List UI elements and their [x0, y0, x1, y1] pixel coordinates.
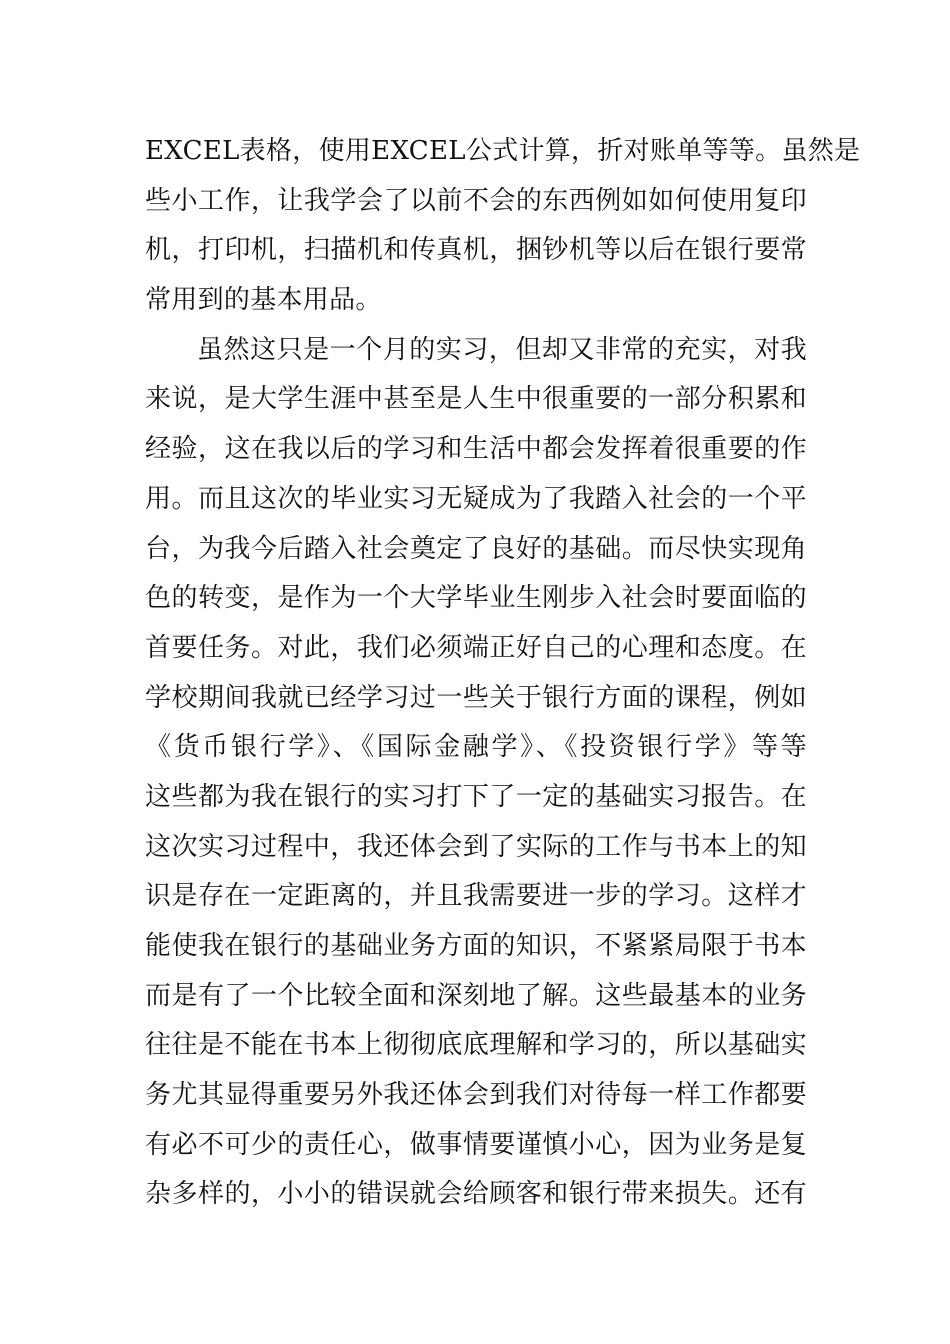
text-line: 学校期间我就已经学习过一些关于银行方面的课程，例如 — [145, 682, 807, 713]
text-line: EXCEL表格，使用EXCEL公式计算，折对账单等等。虽然是 — [145, 136, 861, 166]
text-line: 这些都为我在银行的实习打下了一定的基础实习报告。在 — [145, 781, 807, 812]
text-line: 而是有了一个比较全面和深刻地了解。这些最基本的业务 — [145, 980, 807, 1011]
text-line: 来说，是大学生涯中甚至是人生中很重要的一部分积累和 — [145, 384, 807, 415]
text-line: 机，打印机，扫描机和传真机，捆钞机等以后在银行要常 — [145, 235, 807, 266]
text-line: 识是存在一定距离的，并且我需要进一步的学习。这样才 — [145, 881, 807, 912]
text-line: 能使我在银行的基础业务方面的知识，不紧紧局限于书本 — [145, 931, 807, 961]
text-line: 这次实习过程中，我还体会到了实际的工作与书本上的知 — [145, 831, 807, 862]
text-line: 务尤其显得重要另外我还体会到我们对待每一样工作都要 — [145, 1080, 807, 1111]
paragraph-2 — [145, 326, 807, 1220]
text-line: 杂多样的，小小的错误就会给顾客和银行带来损失。还有 — [145, 1179, 807, 1210]
text-line: 经验，这在我以后的学习和生活中都会发挥着很重要的作 — [145, 434, 807, 465]
document-body — [145, 127, 861, 1220]
text-line: 用。而且这次的毕业实习无疑成为了我踏入社会的一个平 — [145, 483, 807, 514]
text-line: 色的转变，是作为一个大学毕业生刚步入社会时要面临的 — [145, 583, 807, 614]
text-line: 往往是不能在书本上彻彻底底理解和学习的，所以基础实 — [145, 1030, 807, 1061]
text-line: 首要任务。对此，我们必须端正好自己的心理和态度。在 — [145, 632, 807, 663]
text-line: 有必不可少的责任心，做事情要谨慎小心，因为业务是复 — [145, 1129, 807, 1160]
paragraph-1 — [145, 127, 861, 326]
text-line: 虽然这只是一个月的实习，但却又非常的充实，对我 — [197, 334, 807, 365]
text-line: 些小工作，让我学会了以前不会的东西例如如何使用复印 — [145, 185, 807, 216]
text-line: 常用到的基本用品。 — [145, 285, 382, 316]
text-line: 《货币银行学》、《国际金融学》、《投资银行学》等等 — [145, 732, 807, 763]
text-line: 台，为我今后踏入社会奠定了良好的基础。而尽快实现角 — [145, 533, 807, 564]
